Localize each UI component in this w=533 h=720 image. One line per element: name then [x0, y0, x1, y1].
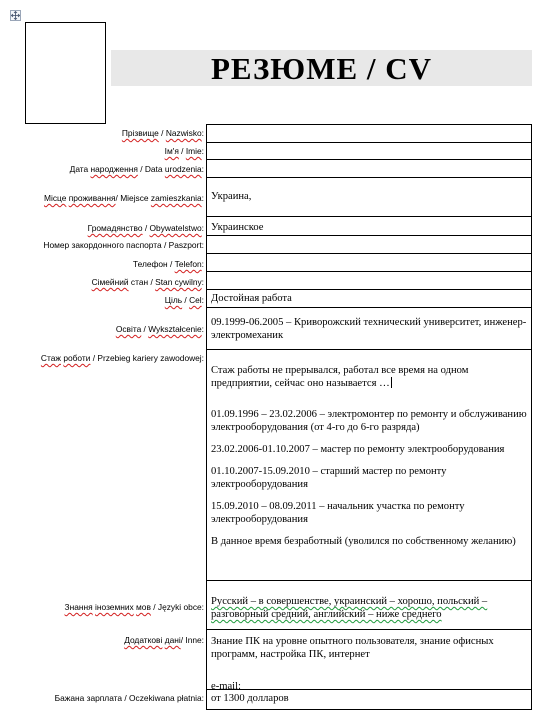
photo-placeholder[interactable] — [25, 22, 106, 124]
label-experience: Стаж роботи / Przebieg kariery zawodowej: — [40, 353, 204, 363]
label-marital-status: Сімейний стан / Stan cywilny: — [91, 277, 204, 287]
experience-item: 01.10.2007-15.09.2010 – старший мастер по ремонту электрооборудования — [211, 466, 447, 490]
value-marital-status[interactable] — [206, 271, 532, 290]
value-additional[interactable] — [206, 629, 532, 690]
value-experience[interactable] — [206, 349, 532, 581]
text-cursor — [391, 377, 392, 388]
value-languages[interactable]: Русский – в совершенстве, украинский – хорошо, польский – разговорный средний, английский – ниже среднего — [206, 580, 532, 630]
label-phone: Телефон / Telefon: — [132, 259, 204, 269]
experience-item: В данное время безработный (уволился по собственному желанию) — [211, 536, 516, 547]
label-citizenship: Громадянство / Obywatelstwo: — [87, 223, 204, 233]
value-citizenship[interactable]: Украинское — [206, 216, 532, 236]
value-passport[interactable] — [206, 235, 532, 254]
experience-item: 01.09.1996 – 23.02.2006 – электромонтер по ремонту и обслуживанию электрооборудования (от 4-го до 6-го разряда) — [211, 409, 527, 433]
value-salary[interactable]: от 1300 долларов — [206, 689, 532, 710]
label-education: Освіта / Wykształcenie: — [115, 324, 204, 334]
table-move-handle[interactable] — [10, 10, 21, 21]
value-education[interactable]: 09.1999-06.2005 – Криворожский технический университет, инженер-электромеханик — [206, 307, 532, 350]
label-languages: Знання іноземних мов / Języki obce: — [64, 602, 204, 612]
value-surname[interactable] — [206, 124, 532, 143]
label-surname: Прізвище / Nazwisko: — [121, 128, 204, 138]
label-passport: Номер закордонного паспорта / Paszport: — [43, 240, 204, 250]
label-name: Ім'я / Imie: — [164, 146, 204, 156]
value-birthdate[interactable] — [206, 159, 532, 178]
page-title: РЕЗЮМЕ / CV — [210, 51, 433, 86]
label-goal: Ціль / Cel: — [164, 295, 204, 305]
value-residence[interactable]: Украина, — [206, 177, 532, 217]
experience-item: 23.02.2006-01.10.2007 – мастер по ремонту электрооборудования — [211, 444, 505, 455]
value-name[interactable] — [206, 142, 532, 160]
email-label: e-mail: — [211, 681, 242, 692]
label-additional: Додаткові дані/ Inne: — [124, 635, 204, 645]
label-birthdate: Дата народження / Data urodzenia: — [69, 164, 204, 174]
label-residence: Місце проживання/ Miejsce zamieszkania: — [43, 193, 204, 203]
value-phone[interactable] — [206, 253, 532, 272]
additional-text: Знание ПК на уровне опытного пользователя, знание офисных программ, настройка ПК, интернет — [211, 636, 494, 660]
experience-intro: Стаж работы не прерывался, работал все время на одном предприятии, сейчас оно называется … — [211, 365, 469, 389]
label-salary: Бажана зарплата / Oczekiwana płatnia: — [54, 693, 204, 703]
experience-item: 15.09.2010 – 08.09.2011 – начальник участка по ремонту электрооборудования — [211, 501, 465, 525]
move-arrows-icon — [11, 11, 20, 20]
value-goal[interactable]: Достойная работа — [206, 289, 532, 308]
